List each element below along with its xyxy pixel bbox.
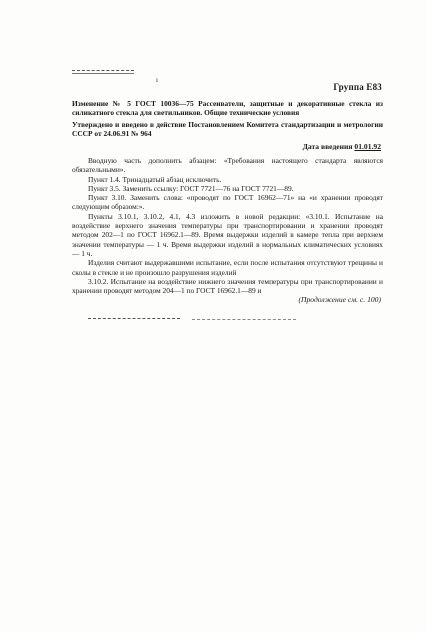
amendment-body bbox=[72, 156, 383, 295]
top-rule-secondary bbox=[72, 73, 134, 74]
paragraph: Пункты 3.10.1, 3.10.2, 4.1, 4.3 изложить в новой редакции: «3.10.1. Испытание на воздействие верхнего значения температуры при транспортировании и хранении проводят методом 202—1 по ГОСТ 16962.1—89. Время выдержки изделий в камере тепла при верхнем значении температуры — 1 ч. Время выдержки изделий в нормальных климатических условиях — 1 ч. bbox=[72, 211, 383, 258]
paragraph: Изделия считают выдержавшими испытание, если после испытания отсутствуют трещины и сколы в стекле и не произошло разрушения изделий bbox=[72, 258, 383, 277]
group-code: Группа Е83 bbox=[333, 82, 382, 92]
approval-statement: Утверждено и введено в действие Постановлением Комитета стандартизации и метрологии СССР от 24.06.91 № 964 bbox=[72, 120, 383, 139]
continuation-note: (Продолжение см. с. 100) bbox=[298, 295, 381, 304]
paragraph: Пункт 3.5. Заменить ссылку: ГОСТ 7721—76 на ГОСТ 7721—89. bbox=[88, 183, 294, 193]
paragraph: Пункт 3.10. Заменить слова: «проводят по ГОСТ 16962—71» на «и хранении проводят следующим образом:». bbox=[72, 193, 383, 212]
amendment-title: Изменение № 5 ГОСТ 10036—75 Рассеиватели, защитные и декоративные стекла из силикатного стекла для светильников. Общие технические условия bbox=[72, 99, 383, 118]
effective-date-value: 01.01.92 bbox=[354, 142, 381, 151]
effective-date-label: Дата введения bbox=[302, 142, 353, 151]
bottom-rule-secondary bbox=[192, 319, 296, 320]
paragraph: 3.10.2. Испытание на воздействие нижнего значения температуры при транспортировании и хранении проводят методом 204—1 по ГОСТ 16962.1—89 и bbox=[72, 276, 383, 296]
effective-date bbox=[303, 142, 381, 151]
scan-mark: ı bbox=[156, 76, 158, 84]
top-rule bbox=[72, 70, 134, 71]
paragraph: Пункт 1.4. Тринадцатый абзац исключить. bbox=[88, 174, 222, 184]
paragraph: Вводную часть дополнить абзацем: «Требования настоящего стандарта являются обязательными». bbox=[72, 156, 383, 175]
bottom-rule bbox=[88, 318, 180, 319]
